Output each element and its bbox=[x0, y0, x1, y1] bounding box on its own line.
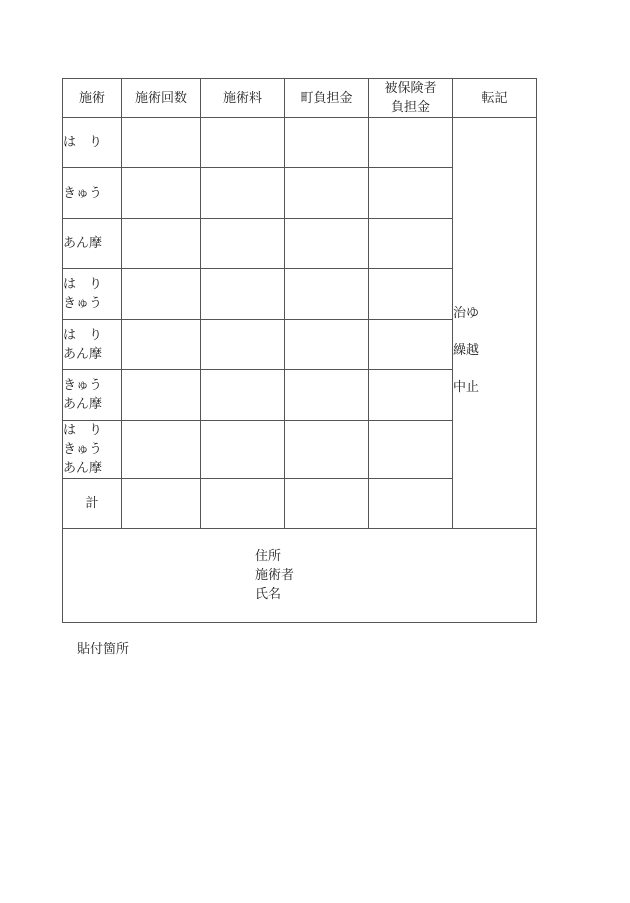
transfer-cell bbox=[453, 118, 537, 529]
town-share-cell[interactable] bbox=[285, 168, 369, 219]
town-share-cell[interactable] bbox=[285, 320, 369, 370]
fee-cell[interactable] bbox=[201, 168, 285, 219]
insured-share-cell[interactable] bbox=[369, 118, 453, 168]
address-block bbox=[255, 547, 536, 604]
header-insured-share-line1: 被保険者 bbox=[384, 81, 437, 96]
count-cell[interactable] bbox=[122, 168, 201, 219]
insured-share-cell[interactable] bbox=[369, 320, 453, 370]
town-share-cell[interactable] bbox=[285, 269, 369, 320]
transfer-note-carryover: 繰越 bbox=[453, 343, 480, 358]
treatment-line: きゅう bbox=[63, 378, 103, 393]
town-share-cell[interactable] bbox=[285, 370, 369, 421]
treatment-label bbox=[63, 118, 122, 168]
address-row bbox=[63, 529, 537, 623]
paste-area-label: 貼付箇所 bbox=[77, 642, 130, 657]
treatment-label bbox=[63, 269, 122, 320]
header-town-share: 町負担金 bbox=[285, 79, 369, 118]
header-treatment: 施術 bbox=[63, 79, 122, 118]
fee-cell[interactable] bbox=[201, 320, 285, 370]
address-cell[interactable] bbox=[63, 529, 537, 623]
transfer-note-healed: 治ゆ bbox=[453, 306, 480, 321]
insured-share-cell[interactable] bbox=[369, 370, 453, 421]
total-label: 計 bbox=[63, 479, 122, 529]
treatment-line: きゅう bbox=[63, 442, 103, 457]
transfer-note-discontinued: 中止 bbox=[453, 380, 480, 395]
header-transfer: 転記 bbox=[453, 79, 537, 118]
table-row bbox=[63, 118, 537, 168]
treatment-label bbox=[63, 370, 122, 421]
fee-cell[interactable] bbox=[201, 269, 285, 320]
fee-cell[interactable] bbox=[201, 118, 285, 168]
address-label: 住所 bbox=[255, 549, 282, 564]
insured-share-cell[interactable] bbox=[369, 219, 453, 269]
insured-share-cell[interactable] bbox=[369, 421, 453, 479]
town-share-cell[interactable] bbox=[285, 118, 369, 168]
treatment-line: あん摩 bbox=[63, 236, 103, 251]
treatment-line: きゅう bbox=[63, 185, 103, 201]
town-share-cell[interactable] bbox=[285, 219, 369, 269]
treatment-label bbox=[63, 421, 122, 479]
count-cell[interactable] bbox=[122, 421, 201, 479]
treatment-label bbox=[63, 320, 122, 370]
header-row bbox=[63, 79, 537, 118]
total-town-share-cell[interactable] bbox=[285, 479, 369, 529]
treatment-line: は り bbox=[63, 423, 103, 438]
treatment-line: あん摩 bbox=[63, 397, 103, 412]
header-insured-share-line2: 負担金 bbox=[390, 100, 430, 115]
insured-share-cell[interactable] bbox=[369, 269, 453, 320]
count-cell[interactable] bbox=[122, 320, 201, 370]
treatment-label bbox=[63, 168, 122, 219]
fee-cell[interactable] bbox=[201, 219, 285, 269]
treatment-line: あん摩 bbox=[63, 346, 103, 362]
insured-share-cell[interactable] bbox=[369, 168, 453, 219]
header-count: 施術回数 bbox=[122, 79, 201, 118]
total-fee-cell[interactable] bbox=[201, 479, 285, 529]
town-share-cell[interactable] bbox=[285, 421, 369, 479]
count-cell[interactable] bbox=[122, 219, 201, 269]
treatment-line: は り bbox=[63, 135, 103, 150]
count-cell[interactable] bbox=[122, 118, 201, 168]
treatment-line: は り bbox=[63, 277, 103, 292]
count-cell[interactable] bbox=[122, 370, 201, 421]
count-cell[interactable] bbox=[122, 269, 201, 320]
total-insured-share-cell[interactable] bbox=[369, 479, 453, 529]
total-count-cell[interactable] bbox=[122, 479, 201, 529]
treatment-record-form bbox=[62, 78, 536, 621]
fee-cell[interactable] bbox=[201, 370, 285, 421]
fee-cell[interactable] bbox=[201, 421, 285, 479]
treatment-line: きゅう bbox=[63, 296, 103, 311]
treatment-label bbox=[63, 219, 122, 269]
treatment-line: は り bbox=[63, 327, 103, 343]
treatment-line: あん摩 bbox=[63, 461, 103, 476]
header-insured-share bbox=[369, 79, 453, 118]
treatment-table bbox=[62, 78, 537, 623]
practitioner-label: 施術者 bbox=[255, 568, 295, 583]
header-fee: 施術料 bbox=[201, 79, 285, 118]
name-label: 氏名 bbox=[255, 587, 282, 602]
